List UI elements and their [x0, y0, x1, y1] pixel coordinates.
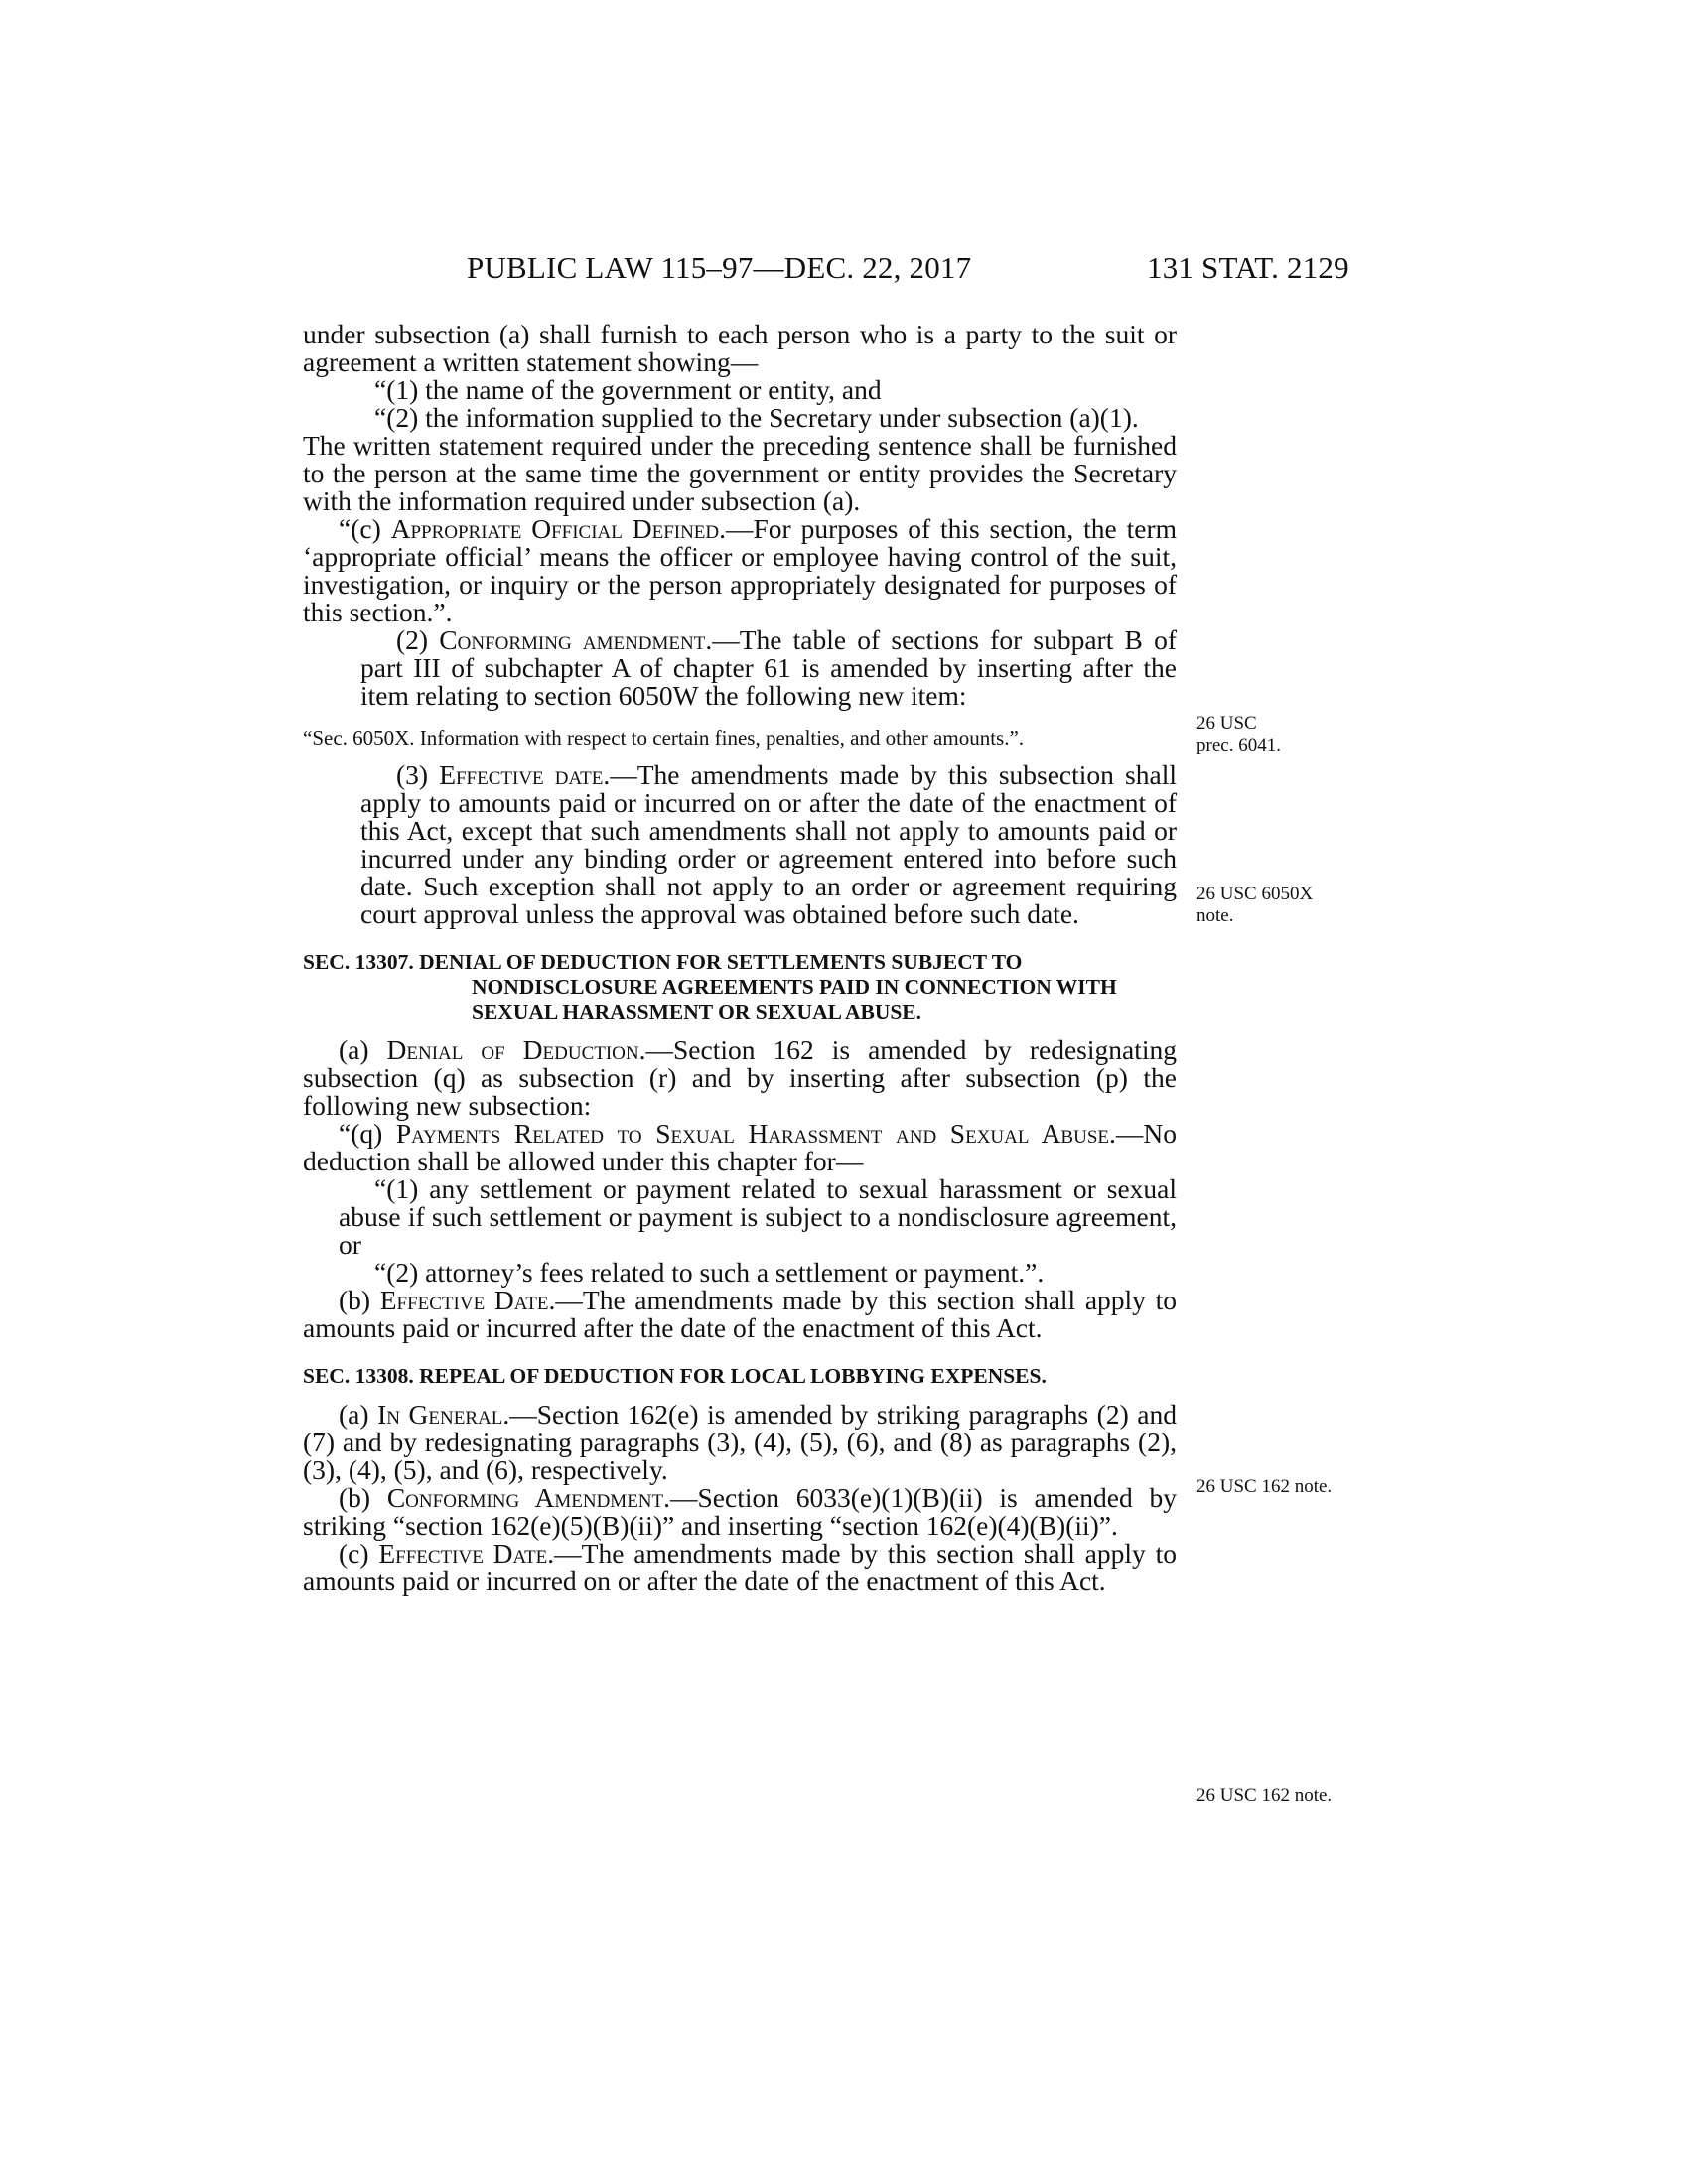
subsection-prefix: (a): [339, 1399, 378, 1430]
margin-note-usc: 26 USC 162 note.: [1196, 1476, 1333, 1497]
subsection-text: .—The amendments made by this section shall apply to amounts paid or incurred after the date of the enactment of this Act.: [303, 1285, 1177, 1343]
list-item: “(2) attorney’s fees related to such a settlement or payment.”.: [374, 1257, 1045, 1288]
subsection-b: [303, 1484, 1177, 1540]
subsection-heading: Effective Date: [378, 1538, 548, 1569]
subsection-heading: Payments Related to Sexual Harassment and Sexual Abuse: [395, 1118, 1109, 1149]
subsection-prefix: (a): [339, 1034, 387, 1065]
paragraph-effective-date: [303, 761, 1177, 928]
margin-note-usc: [1196, 713, 1385, 756]
paragraph-heading: Effective date: [439, 759, 604, 790]
list-item: “(2) the information supplied to the Secretary under subsection (a)(1).: [374, 402, 1139, 433]
margin-note-usc: [1196, 884, 1385, 927]
margin-note-line: prec. 6041.: [1196, 735, 1281, 755]
subsection-c: [303, 1540, 1177, 1595]
subsection-prefix: “(c): [339, 513, 391, 544]
page-stat-citation: 131 STAT. 2129: [1147, 250, 1349, 285]
subsection-text: .—For purposes of this section, the term ‘appropriate official’ means the officer or employee having control of the suit, investigation, or inquiry or the person appropriately designated for purposes of this section.”.: [303, 513, 1177, 627]
margin-note-line: 26 USC 6050X: [1196, 884, 1314, 904]
subsection-text: .—Section 162(e) is amended by striking paragraphs (2) and (7) and by redesignating paragraphs (3), (4), (5), (6), and (8) as paragraphs (2), (3), (4), (5), and (6), respectively.: [303, 1399, 1177, 1485]
subsection-heading: Effective Date: [379, 1285, 549, 1315]
list-item: “(1) any settlement or payment related to sexual harassment or sexual abuse if such settlement or payment is subject to a nondisclosure agreement, or: [339, 1173, 1177, 1260]
subsection-prefix: (b): [339, 1482, 387, 1513]
paragraph-continuation: under subsection (a) shall furnish to each person who is a party to the suit or agreement a written statement showing—: [303, 319, 1177, 377]
subsection-heading: In General: [377, 1399, 503, 1430]
section-heading-13307: SEC. 13307. DENIAL OF DEDUCTION FOR SETTLEMENTS SUBJECT TO NONDISCLOSURE AGREEMENTS PAID IN CONNECTION WITH SEXUAL HARASSMENT OR SEXUAL ABUSE.: [303, 950, 1117, 1024]
running-header-title: PUBLIC LAW 115–97—DEC. 22, 2017: [467, 250, 972, 285]
paragraph-prefix: (2): [396, 624, 440, 655]
subsection-prefix: “(q): [339, 1118, 396, 1149]
subsection-prefix: (b): [339, 1285, 380, 1315]
section-heading-13308: SEC. 13308. REPEAL OF DEDUCTION FOR LOCAL LOBBYING EXPENSES.: [303, 1364, 1047, 1388]
paragraph-text: .—The amendments made by this subsection shall apply to amounts paid or incurred on or after the date of the enactment of this Act, except that such amendments shall not apply to amounts paid or incurred under any binding order or agreement entered into before such date. Such exception shall not apply to an order or agreement requiring court approval unless the approval was obtained before such date.: [360, 759, 1177, 929]
subsection-heading: Appropriate Official Defined: [390, 513, 720, 544]
subsection-q: [303, 1120, 1177, 1175]
paragraph: The written statement required under the preceding sentence shall be furnished to the person at the same time the government or entity provides the Secretary with the information required under subsection (a).: [303, 430, 1177, 516]
subsection-prefix: (c): [339, 1538, 379, 1569]
subsection-text: .—No deduction shall be allowed under this chapter for—: [303, 1118, 1177, 1176]
subsection-a: [303, 1401, 1177, 1484]
document-body: [303, 321, 1177, 1595]
paragraph-prefix: (3): [396, 759, 440, 790]
subsection-heading: Denial of Deduction: [386, 1034, 639, 1065]
subsection-c: [303, 515, 1177, 626]
margin-note-line: 26 USC: [1196, 713, 1257, 734]
subsection-text: .—Section 6033(e)(1)(B)(ii) is amended by striking “section 162(e)(5)(B)(ii)” and inserting “section 162(e)(4)(B)(ii)”.: [303, 1482, 1177, 1541]
subsection-b: [303, 1287, 1177, 1342]
paragraph-text: .—The table of sections for subpart B of part III of subchapter A of chapter 61 is amended by inserting after the item relating to section 6050W the following new item:: [360, 624, 1177, 711]
margin-note-line: note.: [1196, 905, 1234, 926]
subsection-text: .—The amendments made by this section shall apply to amounts paid or incurred on or after the date of the enactment of this Act.: [303, 1538, 1177, 1596]
paragraph-heading: Conforming amendment: [439, 624, 706, 655]
subsection-a: [303, 1036, 1177, 1120]
table-of-sections-entry: “Sec. 6050X. Information with respect to certain fines, penalties, and other amounts.”.: [303, 726, 1025, 750]
paragraph-conforming-amendment: [303, 626, 1177, 710]
subsection-text: .—Section 162 is amended by redesignating subsection (q) as subsection (r) and by inserting after subsection (p) the following new subsection:: [303, 1034, 1177, 1121]
margin-note-usc: 26 USC 162 note.: [1196, 1785, 1333, 1806]
list-item: “(1) the name of the government or entity, and: [374, 374, 882, 405]
subsection-heading: Conforming Amendment: [386, 1482, 664, 1513]
